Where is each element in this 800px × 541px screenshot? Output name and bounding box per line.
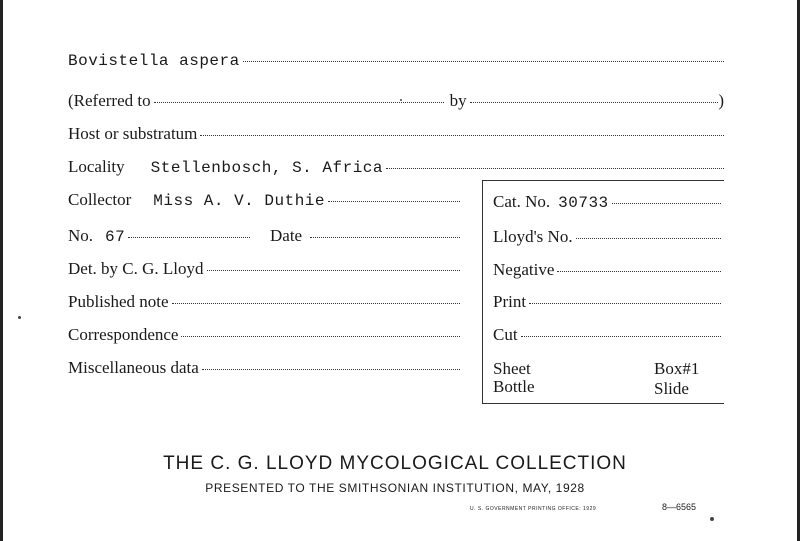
cut-row <box>493 325 721 345</box>
published-row <box>68 292 460 312</box>
negative-label: Negative <box>493 260 555 279</box>
collector-dotted-line <box>328 200 460 202</box>
misc-dotted-line <box>202 368 460 370</box>
sheet-label: Sheet <box>493 359 531 378</box>
published-label: Published note <box>68 292 169 311</box>
cat-row <box>493 192 721 212</box>
collection-title: THE C. G. LLOYD MYCOLOGICAL COLLECTION <box>163 453 627 474</box>
print-row <box>493 292 721 312</box>
species-name: Bovistella aspera <box>68 52 240 70</box>
collector-value: Miss A. V. Duthie <box>153 192 325 210</box>
cut-label: Cut <box>493 325 518 344</box>
det-dotted-line <box>207 269 460 271</box>
collector-row <box>68 190 460 210</box>
negative-row <box>493 260 721 280</box>
printing-office-line: U. S. GOVERNMENT PRINTING OFFICE: 1929 <box>470 506 597 512</box>
cat-dotted-line <box>612 202 721 204</box>
referred-dotted-line <box>154 101 444 103</box>
lloyds-dotted-line <box>576 237 721 239</box>
number-row <box>68 226 250 246</box>
scan-speck <box>400 99 402 101</box>
cat-label: Cat. No. <box>493 192 551 211</box>
locality-row <box>68 157 724 177</box>
number-dotted-line <box>128 236 250 238</box>
date-row <box>270 226 460 246</box>
form-code: 8—6565 <box>662 502 697 512</box>
box-number-label: Box#1 <box>654 359 700 378</box>
published-dotted-line <box>172 302 460 304</box>
number-value: 67 <box>105 228 126 246</box>
cat-value: 30733 <box>558 194 609 212</box>
number-label: No. <box>68 226 94 245</box>
cut-dotted-line <box>521 335 721 337</box>
slide-label: Slide <box>654 379 689 398</box>
collector-label: Collector <box>68 190 132 209</box>
referred-row <box>68 91 724 111</box>
host-row <box>68 124 724 144</box>
date-label: Date <box>270 226 303 245</box>
correspondence-label: Correspondence <box>68 325 179 344</box>
scan-speck <box>710 517 714 521</box>
species-dotted-line <box>243 60 724 62</box>
locality-label: Locality <box>68 157 125 176</box>
misc-row <box>68 358 460 378</box>
locality-value: Stellenbosch, S. Africa <box>150 159 383 177</box>
scan-speck <box>18 316 21 319</box>
species-row <box>68 52 724 70</box>
correspondence-dotted-line <box>181 335 460 337</box>
date-dotted-line <box>310 236 460 238</box>
referred-label: (Referred to <box>68 91 151 110</box>
misc-label: Miscellaneous data <box>68 358 199 377</box>
det-row <box>68 259 460 279</box>
referred-close: ) <box>718 91 724 110</box>
print-dotted-line <box>529 302 721 304</box>
lloyds-label: Lloyd's No. <box>493 227 573 246</box>
host-label: Host or substratum <box>68 124 198 143</box>
host-dotted-line <box>200 134 724 136</box>
collection-subtitle: PRESENTED TO THE SMITHSONIAN INSTITUTION, MAY, 1928 <box>205 481 585 495</box>
negative-dotted-line <box>557 270 721 272</box>
locality-dotted-line <box>386 167 724 169</box>
by-dotted-line <box>470 101 719 103</box>
by-label: by <box>449 91 467 110</box>
correspondence-row <box>68 325 460 345</box>
det-label: Det. by C. G. Lloyd <box>68 259 204 278</box>
lloyds-row <box>493 227 721 247</box>
bottle-label: Bottle <box>493 377 535 396</box>
print-label: Print <box>493 292 527 311</box>
